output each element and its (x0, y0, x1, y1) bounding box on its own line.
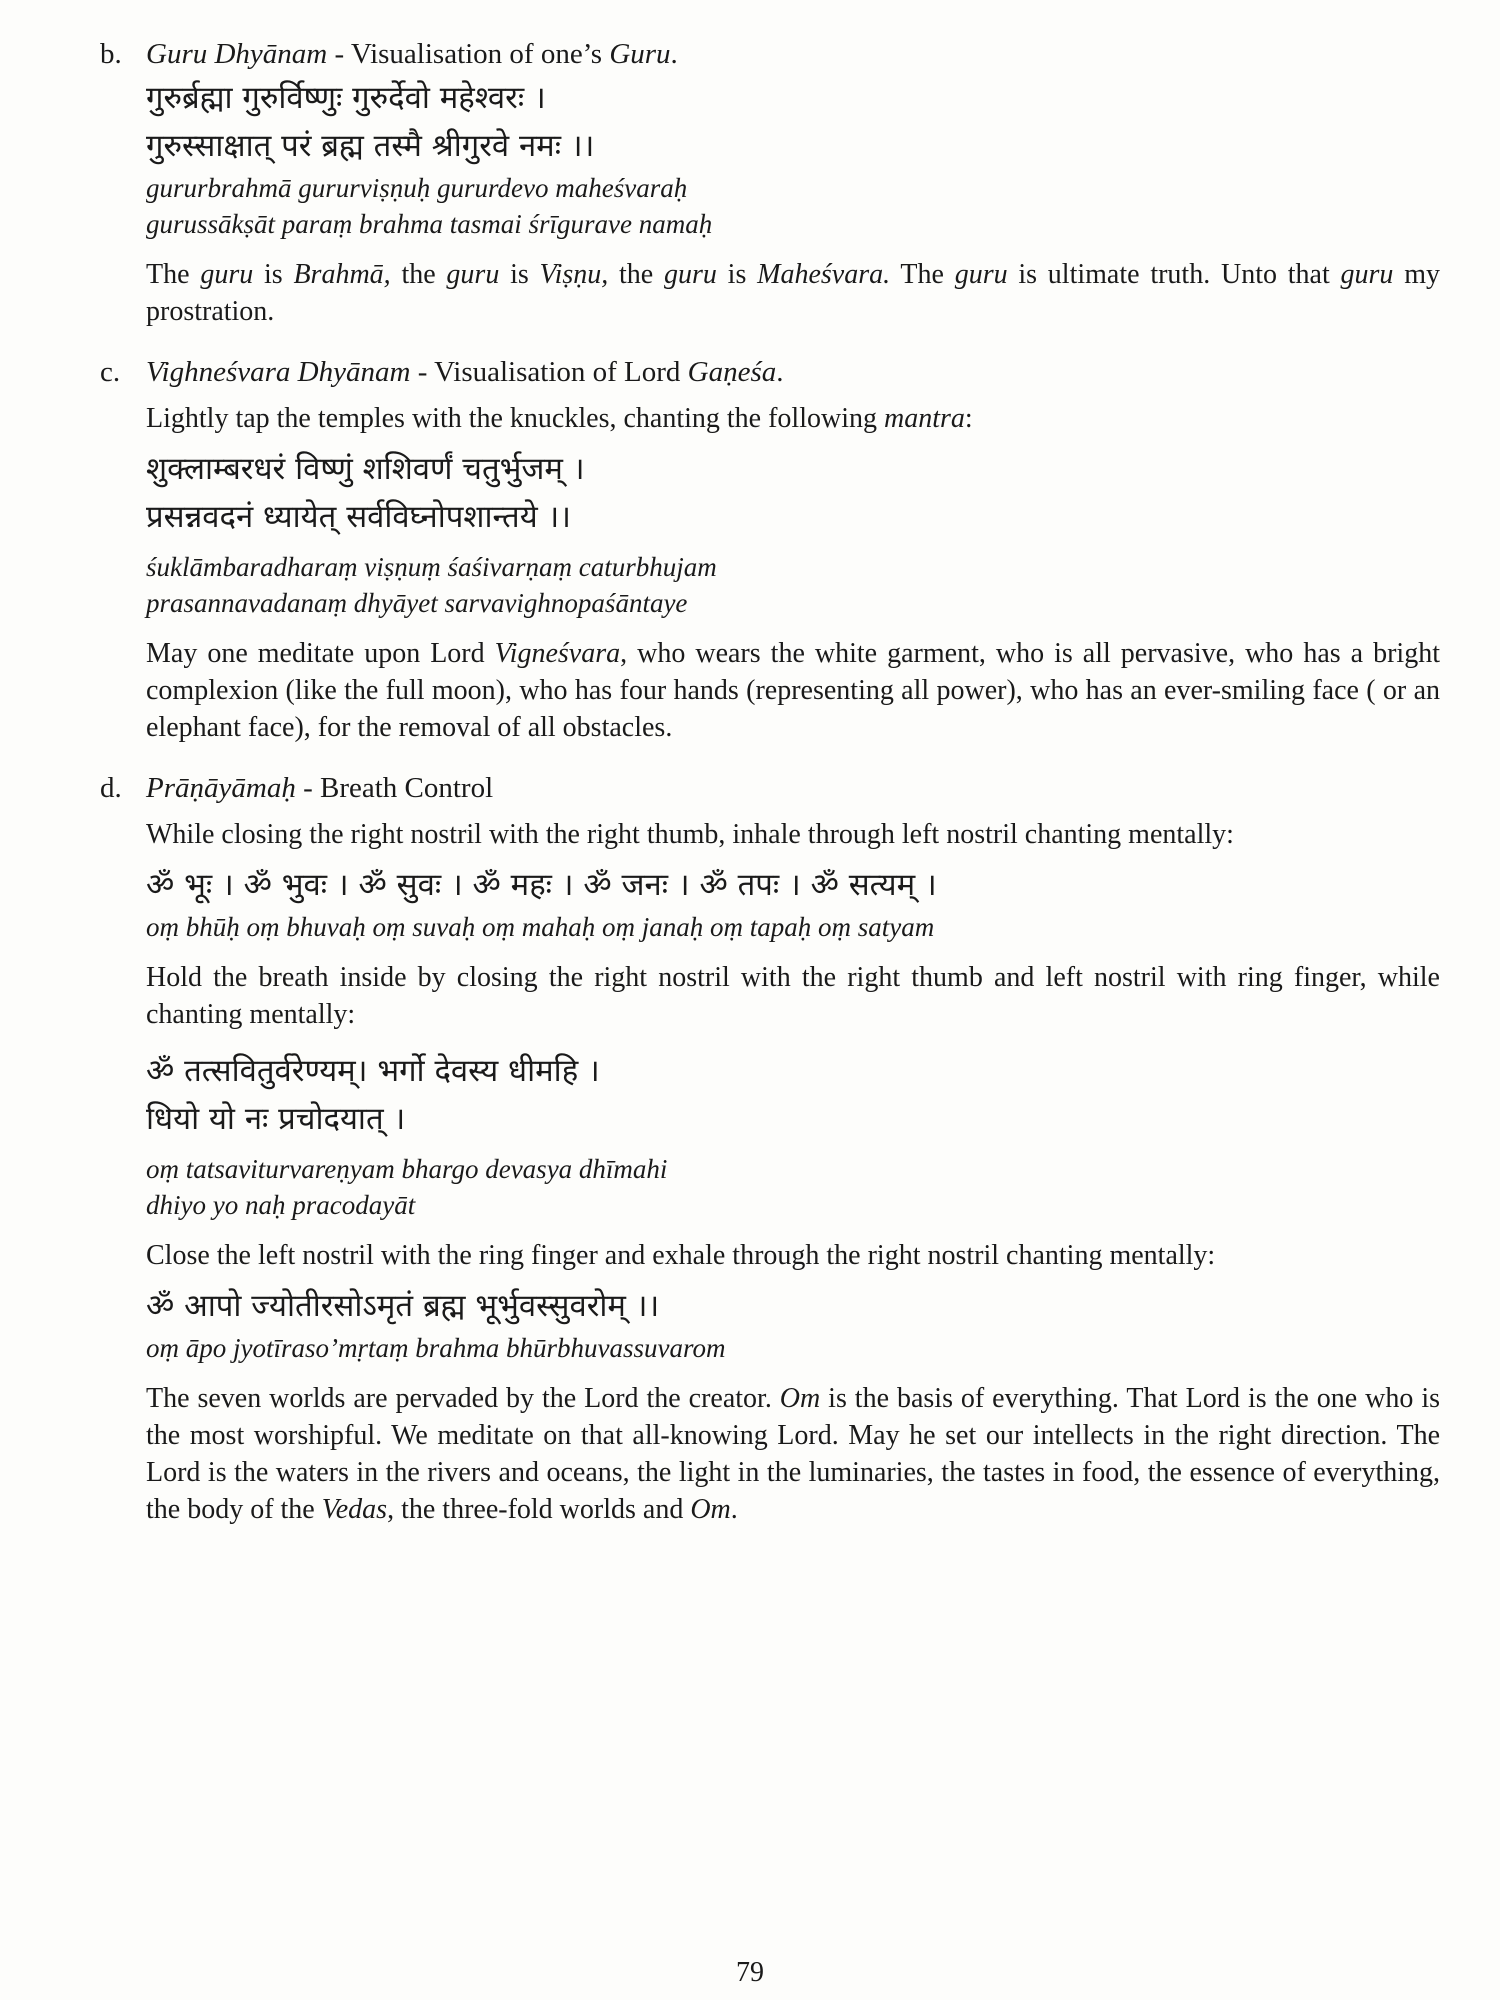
section-marker: b. (100, 38, 122, 70)
inhale-instruction: While closing the right nostril with the right thumb, inhale through left nostril chanting mentally: (146, 819, 1234, 850)
section-c-heading (100, 352, 1440, 392)
transliteration-line: gururbrahmā gururviṣṇuḥ gururdevo maheśvaraḥ (146, 173, 688, 203)
closing-meaning: The seven worlds are pervaded by the Lord the creator. Om is the basis of everything. That Lord is the one who is the most worshipful. We meditate on that all-knowing Lord. May he set our intellects in the right direction. The Lord is the waters in the rivers and oceans, the light in the luminaries, the tastes in food, the essence of everything, the body of the Vedas, the three-fold worlds and Om. (146, 1383, 1440, 1525)
exhale-instruction: Close the left nostril with the ring finger and exhale through the right nostril chanting mentally: (146, 1240, 1216, 1271)
verse-meaning: May one meditate upon Lord Vigneśvara, who wears the white garment, who is all pervasive, who has a bright complexion (like the full moon), who has four hands (representing all power), who has an ever-smiling face ( or an elephant face), for the removal of all obstacles. (146, 638, 1440, 743)
section-marker: d. (100, 772, 122, 804)
vyahrti-sanskrit: ॐ भूः । ॐ भुवः । ॐ सुवः । ॐ महः । ॐ जनः । ॐ तपः । ॐ सत्यम् । (146, 867, 937, 903)
hold-instruction: Hold the breath inside by closing the right nostril with the right thumb and left nostril with ring finger, while chanting mentally: (146, 962, 1440, 1030)
gayatri-transliteration-line: dhiyo yo naḥ pracodayāt (146, 1190, 416, 1220)
vyahrti-transliteration: oṃ bhūḥ oṃ bhuvaḥ oṃ suvaḥ oṃ mahaḥ oṃ janaḥ oṃ tapaḥ oṃ satyam (146, 912, 935, 942)
section-title: Vighneśvara Dhyānam - Visualisation of Lord Gaṇeśa. (146, 356, 784, 388)
gayatri-sanskrit-line: ॐ तत्सवितुर्वरेण्यम्। भर्गो देवस्य धीमहि । (146, 1053, 600, 1089)
page-number: 79 (736, 1957, 764, 1988)
sanskrit-verse-line: प्रसन्नवदनं ध्यायेत् सर्वविघ्नोपशान्तये ।। (146, 499, 572, 535)
section-title: Prāṇāyāmaḥ - Breath Control (146, 772, 494, 804)
document-page (100, 34, 1440, 1528)
sanskrit-verse-line: गुरुर्ब्रह्मा गुरुर्विष्णुः गुरुर्देवो महेश्वरः । (146, 80, 546, 116)
section-b-body (146, 74, 1440, 330)
sanskrit-verse-line: शुक्लाम्बरधरं विष्णुं शशिवर्णं चतुर्भुजम् । (146, 451, 585, 487)
section-d-heading (100, 768, 1440, 808)
apo-jyoti-sanskrit: ॐ आपो ज्योतीरसोऽमृतं ब्रह्म भूर्भुवस्सुवरोम् ।। (146, 1288, 660, 1324)
instruction-text: Lightly tap the temples with the knuckles, chanting the following mantra: (146, 403, 973, 434)
section-d-body (146, 808, 1440, 1528)
gayatri-transliteration-line: oṃ tatsaviturvareṇyam bhargo devasya dhīmahi (146, 1154, 668, 1184)
transliteration-line: śuklāmbaradharaṃ viṣṇuṃ śaśivarṇaṃ caturbhujam (146, 552, 717, 582)
section-b-heading (100, 34, 1440, 74)
transliteration-line: gurussākṣāt paraṃ brahma tasmai śrīgurave namaḥ (146, 209, 713, 239)
section-title: Guru Dhyānam - Visualisation of one’s Guru. (146, 38, 678, 70)
verse-meaning: The guru is Brahmā, the guru is Viṣṇu, the guru is Maheśvara. The guru is ultimate truth. Unto that guru my prostration. (146, 259, 1440, 327)
section-marker: c. (100, 356, 121, 388)
apo-jyoti-transliteration: oṃ āpo jyotīraso’mṛtaṃ brahma bhūrbhuvassuvarom (146, 1333, 726, 1363)
transliteration-line: prasannavadanaṃ dhyāyet sarvavighnopaśāntaye (146, 588, 688, 618)
gayatri-sanskrit-line: धियो यो नः प्रचोदयात् । (146, 1101, 406, 1137)
section-c-body (146, 392, 1440, 746)
sanskrit-verse-line: गुरुस्साक्षात् परं ब्रह्म तस्मै श्रीगुरवे नमः ।। (146, 128, 595, 164)
